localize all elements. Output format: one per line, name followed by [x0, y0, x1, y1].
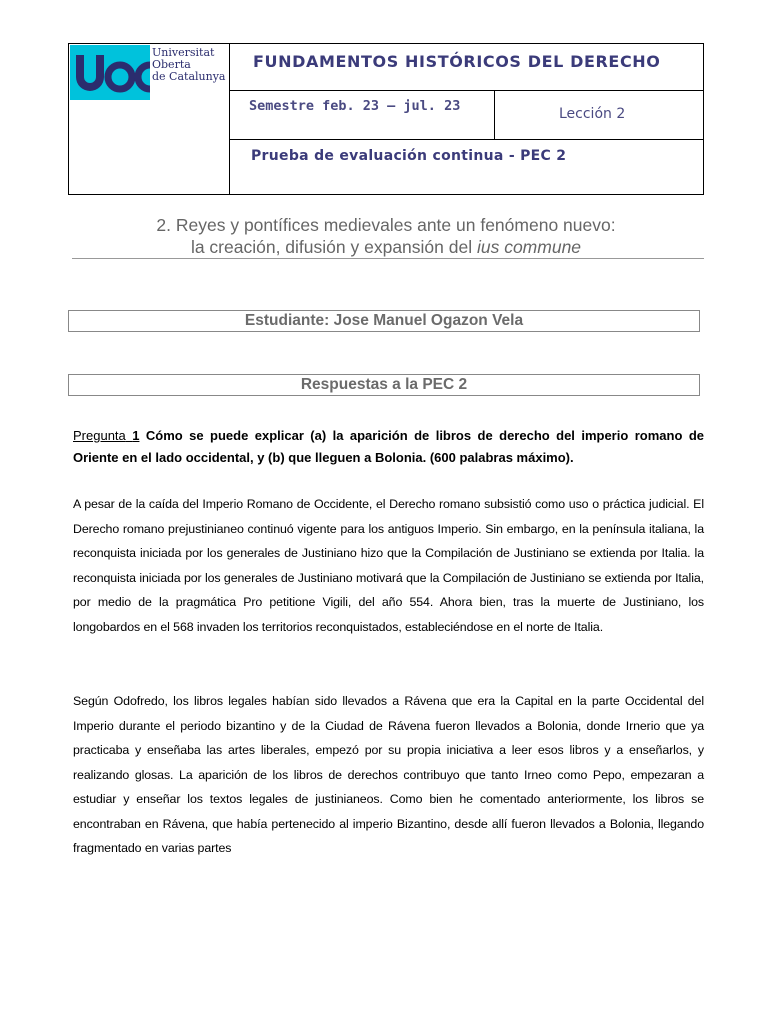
question-label [73, 428, 139, 443]
logo-line-2: Oberta [152, 58, 191, 71]
course-title: FUNDAMENTOS HISTÓRICOS DEL DERECHO [253, 52, 661, 71]
question-1 [73, 425, 704, 469]
answer-paragraph: Según Odofredo, los libros legales habían sido llevados a Rávena que era la Capital en la parte Occidental del Imperio durante el periodo bizantino y de la Ciudad de Rávena fueron llevados a Bolonia, donde Irnerio que ya practicaba y enseñaba las artes liberales, empezó por su propia iniciativa a leer esos libros y a enseñarlos, y realizando glosas. La aparición de los libros de derechos contribuyo que tanto Irneo como Pepo, empezaran a estudiar y enseñar los textos legales de justinianeos. Como bien he comentado anteriormente, los libros se encontraban en Rávena, que había pertenecido al imperio Bizantino, desde allí fueron llevados a Bolonia, llegando fragmentado en varias partes [73, 694, 704, 855]
question-number: 1 [132, 428, 140, 443]
title-line-1: 2. Reyes y pontífices medievales ante un fenómeno nuevo: [156, 215, 616, 235]
answers-box: Respuestas a la PEC 2 [68, 374, 700, 396]
lesson-label: Lección 2 [559, 106, 626, 122]
assessment-label: Prueba de evaluación continua - PEC 2 [251, 148, 567, 164]
header-divider [229, 90, 703, 91]
title-line-2-prefix: la creación, difusión y expansión del [190, 237, 477, 257]
logo-text [152, 47, 225, 83]
student-box: Estudiante: Jose Manuel Ogazon Vela [68, 310, 700, 332]
uoc-logo [70, 45, 228, 100]
semester-label: Semestre feb. 23 – jul. 23 [249, 98, 461, 114]
uoc-mark-icon [72, 49, 150, 97]
question-label-text: Pregunta [73, 428, 126, 443]
logo-line-1: Universitat [152, 46, 215, 59]
header-divider [229, 44, 230, 194]
title-rule [72, 258, 704, 259]
header-divider [494, 90, 495, 139]
question-text: Cómo se puede explicar (a) la aparición de libros de derecho del imperio romano de Oriente en el lado occidental, y (b) que lleguen a Bolonia. (600 palabras máximo). [73, 428, 704, 465]
document-title [68, 214, 704, 258]
header-divider [229, 139, 703, 140]
title-line-2-italic: ius commune [476, 237, 582, 257]
document-header [68, 43, 704, 195]
logo-line-3: de Catalunya [152, 70, 226, 83]
title-line-2 [68, 236, 704, 258]
answer-paragraph: A pesar de la caída del Imperio Romano de Occidente, el Derecho romano subsistió como uso o práctica judicial. El Derecho romano prejustinianeo continuó vigente para los antiguos Imperio. Sin embargo, en la península italiana, la reconquista iniciada por los generales de Justiniano hizo que la Compilación de Justiniano se extienda por Italia. la reconquista iniciada por los generales de Justiniano motivará que la Compilación de Justiniano se extienda por Italia, por medio de la pragmática Pro petitione Vigili, del año 554. Ahora bien, tras la muerte de Justiniano, los longobardos en el 568 invaden los territorios reconquistados, estableciéndose en el norte de Italia. [73, 497, 704, 634]
